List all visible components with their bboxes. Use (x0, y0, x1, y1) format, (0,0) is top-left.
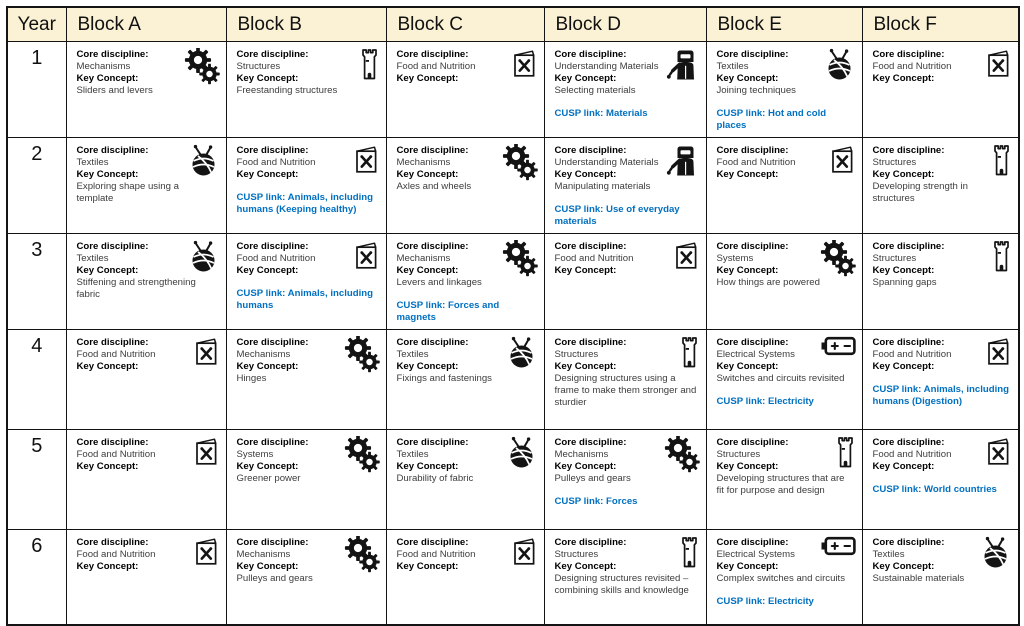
cusp-link[interactable]: CUSP link: Forces and magnets (396, 299, 500, 323)
cell-content (388, 331, 543, 428)
curriculum-cell (66, 42, 226, 138)
core-discipline-label: Core discipline: (236, 144, 309, 156)
core-discipline-label: Core discipline: (76, 144, 149, 156)
cell-content (864, 235, 1018, 328)
core-discipline-value: Mechanisms (236, 348, 291, 360)
core-discipline-label: Core discipline: (76, 49, 149, 60)
menu-icon (353, 240, 380, 271)
curriculum-cell (226, 42, 386, 138)
yarn-icon (823, 48, 856, 81)
key-concept-label: Key Concept: (396, 168, 459, 180)
curriculum-cell (706, 137, 862, 233)
cell-content (228, 331, 385, 428)
core-discipline-value: Structures (872, 252, 917, 264)
core-discipline-value: Systems (716, 252, 754, 264)
key-concept-label: Key Concept: (554, 264, 617, 276)
key-concept-label: Key Concept: (716, 72, 779, 84)
key-concept-label: Key Concept: (872, 360, 935, 372)
core-discipline-value: Structures (554, 548, 599, 560)
core-discipline-value: Food and Nutrition (872, 60, 952, 72)
core-discipline-value: Understanding Materials (554, 156, 659, 168)
curriculum-cell (706, 42, 862, 138)
cell-content (388, 431, 543, 528)
curriculum-cell (66, 529, 226, 625)
core-discipline-value: Food and Nutrition (396, 60, 476, 72)
curriculum-cell (862, 233, 1019, 329)
core-discipline-value: Textiles (872, 548, 905, 560)
year-row (7, 529, 1019, 625)
core-discipline-label: Core discipline: (554, 144, 627, 156)
gears-icon (184, 48, 220, 85)
core-discipline-value: Food and Nutrition (236, 156, 316, 168)
key-concept-value: Greener power (236, 472, 301, 484)
core-discipline-label: Core discipline: (236, 240, 309, 252)
key-concept-label: Key Concept: (716, 560, 779, 572)
key-concept-label: Key Concept: (554, 560, 617, 572)
key-concept-label: Key Concept: (236, 360, 299, 372)
core-discipline-value: Food and Nutrition (396, 548, 476, 560)
curriculum-cell (226, 329, 386, 429)
key-concept-value: Levers and linkages (396, 276, 482, 288)
core-discipline-value: Textiles (76, 156, 109, 168)
tower-icon (679, 336, 700, 369)
cell-content (708, 43, 861, 136)
core-discipline-value: Food and Nutrition (76, 548, 156, 560)
tower-icon (991, 240, 1012, 273)
core-discipline-label: Core discipline: (872, 336, 945, 348)
menu-icon (511, 48, 538, 79)
cell-content (388, 531, 543, 623)
core-discipline-label: Core discipline: (76, 536, 149, 548)
header-block-e: Block E (706, 7, 862, 42)
cell-content (546, 139, 705, 232)
key-concept-label: Key Concept: (396, 460, 459, 472)
core-discipline-value: Food and Nutrition (872, 448, 952, 460)
key-concept-value: Developing strength in structures (872, 180, 968, 204)
key-concept-value: How things are powered (716, 276, 820, 288)
cell-content (708, 331, 861, 428)
core-discipline-value: Textiles (396, 348, 429, 360)
key-concept-value: Hinges (236, 372, 267, 384)
cell-content (708, 235, 861, 328)
core-discipline-value: Food and Nutrition (236, 252, 316, 264)
core-discipline-label: Core discipline: (716, 336, 789, 348)
key-concept-label: Key Concept: (396, 360, 459, 372)
cell-content (228, 43, 385, 136)
core-discipline-value: Systems (236, 448, 274, 460)
key-concept-label: Key Concept: (554, 460, 617, 472)
core-discipline-value: Textiles (76, 252, 109, 264)
core-discipline-label: Core discipline: (872, 240, 945, 252)
key-concept-label: Key Concept: (396, 560, 459, 572)
key-concept-value: Designing structures using a frame to make them stronger and sturdier (554, 372, 697, 408)
curriculum-cell (706, 429, 862, 529)
core-discipline-value: Structures (872, 156, 917, 168)
core-discipline-label: Core discipline: (396, 336, 469, 348)
curriculum-cell (862, 529, 1019, 625)
core-discipline-label: Core discipline: (76, 336, 149, 348)
core-discipline-label: Core discipline: (236, 336, 309, 348)
key-concept-value: Spanning gaps (872, 276, 937, 288)
curriculum-cell (66, 329, 226, 429)
key-concept-label: Key Concept: (872, 560, 935, 572)
menu-icon (985, 336, 1012, 367)
welder-icon (665, 144, 700, 178)
header-block-f: Block F (862, 7, 1019, 42)
key-concept-label: Key Concept: (76, 360, 139, 372)
curriculum-cell (226, 529, 386, 625)
curriculum-cell (66, 429, 226, 529)
cusp-link[interactable]: CUSP link: Use of everyday materials (554, 203, 680, 227)
menu-icon (193, 436, 220, 467)
cusp-link[interactable]: CUSP link: Hot and cold places (716, 107, 827, 131)
tower-icon (359, 48, 380, 81)
key-concept-value: Complex switches and circuits (716, 572, 845, 584)
cell-content (68, 43, 225, 136)
curriculum-cell (544, 329, 706, 429)
key-concept-label: Key Concept: (872, 460, 935, 472)
curriculum-cell (706, 329, 862, 429)
cell-content (388, 235, 543, 328)
curriculum-cell (226, 429, 386, 529)
core-discipline-label: Core discipline: (872, 536, 945, 548)
year-row (7, 137, 1019, 233)
cusp-link[interactable]: CUSP link: Animals, including humans (236, 287, 373, 311)
cusp-link[interactable]: CUSP link: Electricity (716, 395, 814, 407)
core-discipline-value: Structures (554, 348, 599, 360)
key-concept-value: Manipulating materials (554, 180, 651, 192)
key-concept-label: Key Concept: (554, 360, 617, 372)
menu-icon (673, 240, 700, 271)
battery-icon (820, 536, 856, 556)
key-concept-value: Axles and wheels (396, 180, 472, 192)
year-number: 2 (7, 137, 66, 233)
core-discipline-label: Core discipline: (236, 49, 309, 60)
core-discipline-label: Core discipline: (236, 436, 309, 448)
curriculum-cell (386, 529, 544, 625)
cell-content (708, 531, 861, 623)
gears-icon (502, 240, 538, 277)
core-discipline-label: Core discipline: (554, 240, 627, 252)
core-discipline-label: Core discipline: (872, 144, 945, 156)
key-concept-value: Designing structures revisited – combining skills and knowledge (554, 572, 689, 596)
key-concept-value: Durability of fabric (396, 472, 474, 484)
cell-content (228, 431, 385, 528)
key-concept-value: Freestanding structures (236, 84, 338, 96)
cell-content (546, 331, 705, 428)
tower-icon (679, 536, 700, 569)
cusp-link[interactable]: CUSP link: Animals, including humans (Keeping healthy) (236, 191, 373, 215)
cell-content (546, 431, 705, 528)
curriculum-cell (226, 137, 386, 233)
core-discipline-label: Core discipline: (872, 49, 945, 60)
menu-icon (829, 144, 856, 175)
year-number: 4 (7, 329, 66, 429)
key-concept-label: Key Concept: (76, 168, 139, 180)
core-discipline-label: Core discipline: (76, 436, 149, 448)
core-discipline-value: Mechanisms (76, 60, 131, 72)
menu-icon (193, 336, 220, 367)
curriculum-cell (862, 329, 1019, 429)
year-row (7, 233, 1019, 329)
menu-icon (985, 436, 1012, 467)
header-block-d: Block D (544, 7, 706, 42)
key-concept-value: Pulleys and gears (236, 572, 313, 584)
yarn-icon (505, 436, 538, 469)
core-discipline-value: Textiles (396, 448, 429, 460)
gears-icon (664, 436, 700, 473)
core-discipline-label: Core discipline: (716, 49, 789, 60)
curriculum-cell (386, 42, 544, 138)
key-concept-value: Switches and circuits revisited (716, 372, 845, 384)
core-discipline-value: Electrical Systems (716, 348, 795, 360)
core-discipline-value: Textiles (716, 60, 749, 72)
key-concept-label: Key Concept: (76, 72, 139, 84)
curriculum-cell (386, 233, 544, 329)
curriculum-cell (66, 137, 226, 233)
curriculum-cell (544, 429, 706, 529)
key-concept-value: Developing structures that are fit for purpose and design (716, 472, 845, 496)
key-concept-label: Key Concept: (872, 72, 935, 84)
cell-content (228, 235, 385, 328)
battery-icon (820, 336, 856, 356)
core-discipline-label: Core discipline: (554, 536, 627, 548)
menu-icon (985, 48, 1012, 79)
curriculum-cell (544, 42, 706, 138)
key-concept-label: Key Concept: (236, 264, 299, 276)
key-concept-value: Exploring shape using a template (76, 180, 179, 204)
curriculum-cell (386, 329, 544, 429)
key-concept-value: Fixings and fastenings (396, 372, 492, 384)
menu-icon (353, 144, 380, 175)
core-discipline-value: Food and Nutrition (76, 348, 156, 360)
key-concept-value: Sliders and levers (76, 84, 153, 96)
cusp-link[interactable]: CUSP link: Animals, including humans (Digestion) (872, 383, 1009, 407)
curriculum-cell (862, 42, 1019, 138)
header-block-a: Block A (66, 7, 226, 42)
cell-content (864, 139, 1018, 232)
curriculum-cell (544, 137, 706, 233)
core-discipline-value: Food and Nutrition (872, 348, 952, 360)
header-year: Year (7, 7, 66, 42)
core-discipline-value: Mechanisms (554, 448, 609, 460)
key-concept-label: Key Concept: (236, 72, 299, 84)
year-row (7, 329, 1019, 429)
key-concept-label: Key Concept: (236, 460, 299, 472)
cell-content (68, 331, 225, 428)
curriculum-cell (386, 429, 544, 529)
cell-content (546, 235, 705, 328)
core-discipline-label: Core discipline: (554, 49, 627, 60)
header-block-c: Block C (386, 7, 544, 42)
cell-content (388, 139, 543, 232)
core-discipline-label: Core discipline: (716, 536, 789, 548)
key-concept-label: Key Concept: (236, 168, 299, 180)
cell-content (388, 43, 543, 136)
key-concept-label: Key Concept: (872, 264, 935, 276)
cell-content (708, 139, 861, 232)
core-discipline-value: Structures (716, 448, 761, 460)
core-discipline-label: Core discipline: (396, 240, 469, 252)
tower-icon (835, 436, 856, 469)
cell-content (864, 43, 1018, 136)
curriculum-cell (386, 137, 544, 233)
key-concept-label: Key Concept: (554, 72, 617, 84)
cell-content (864, 531, 1018, 623)
key-concept-label: Key Concept: (236, 560, 299, 572)
core-discipline-label: Core discipline: (716, 144, 789, 156)
key-concept-value: Pulleys and gears (554, 472, 631, 484)
welder-icon (665, 48, 700, 82)
key-concept-label: Key Concept: (716, 360, 779, 372)
cell-content (68, 531, 225, 623)
key-concept-label: Key Concept: (396, 264, 459, 276)
core-discipline-value: Mechanisms (396, 252, 451, 264)
tower-icon (991, 144, 1012, 177)
key-concept-value: Stiffening and strengthening fabric (76, 276, 196, 300)
key-concept-label: Key Concept: (716, 264, 779, 276)
gears-icon (502, 144, 538, 181)
key-concept-label: Key Concept: (396, 72, 459, 84)
core-discipline-value: Food and Nutrition (716, 156, 796, 168)
key-concept-label: Key Concept: (872, 168, 935, 180)
cell-content (708, 431, 861, 528)
core-discipline-label: Core discipline: (236, 536, 309, 548)
curriculum-cell (862, 137, 1019, 233)
curriculum-table (6, 6, 1020, 626)
core-discipline-value: Mechanisms (236, 548, 291, 560)
cell-content (546, 531, 705, 623)
key-concept-value: Sustainable materials (872, 572, 965, 584)
key-concept-label: Key Concept: (554, 168, 617, 180)
core-discipline-label: Core discipline: (396, 49, 469, 60)
year-row (7, 429, 1019, 529)
cusp-link[interactable]: CUSP link: Electricity (716, 595, 814, 607)
curriculum-cell (66, 233, 226, 329)
key-concept-value: Joining techniques (716, 84, 796, 96)
curriculum-cell (544, 233, 706, 329)
core-discipline-label: Core discipline: (76, 240, 149, 252)
curriculum-cell (862, 429, 1019, 529)
gears-icon (344, 536, 380, 573)
core-discipline-value: Understanding Materials (554, 60, 659, 72)
yarn-icon (187, 240, 220, 273)
core-discipline-label: Core discipline: (396, 536, 469, 548)
yarn-icon (505, 336, 538, 369)
year-number: 1 (7, 42, 66, 138)
cell-content (864, 431, 1018, 528)
cell-content (68, 235, 225, 328)
core-discipline-label: Core discipline: (872, 436, 945, 448)
key-concept-label: Key Concept: (716, 168, 779, 180)
gears-icon (344, 336, 380, 373)
core-discipline-label: Core discipline: (396, 144, 469, 156)
key-concept-value: Selecting materials (554, 84, 636, 96)
core-discipline-value: Mechanisms (396, 156, 451, 168)
core-discipline-label: Core discipline: (554, 336, 627, 348)
core-discipline-label: Core discipline: (716, 436, 789, 448)
key-concept-label: Key Concept: (76, 264, 139, 276)
cusp-link[interactable]: CUSP link: Forces (554, 495, 638, 507)
year-number: 6 (7, 529, 66, 625)
core-discipline-value: Food and Nutrition (554, 252, 634, 264)
cell-content (68, 139, 225, 232)
cell-content (228, 531, 385, 623)
yarn-icon (979, 536, 1012, 569)
curriculum-cell (226, 233, 386, 329)
curriculum-cell (706, 529, 862, 625)
core-discipline-value: Electrical Systems (716, 548, 795, 560)
core-discipline-label: Core discipline: (716, 240, 789, 252)
core-discipline-label: Core discipline: (554, 436, 627, 448)
gears-icon (344, 436, 380, 473)
key-concept-label: Key Concept: (76, 560, 139, 572)
cell-content (228, 139, 385, 232)
table-header (7, 7, 1019, 42)
menu-icon (193, 536, 220, 567)
key-concept-label: Key Concept: (76, 460, 139, 472)
year-row (7, 42, 1019, 138)
key-concept-label: Key Concept: (716, 460, 779, 472)
curriculum-overview (6, 6, 1020, 626)
year-number: 5 (7, 429, 66, 529)
cusp-link[interactable]: CUSP link: World countries (872, 483, 997, 495)
cell-content (546, 43, 705, 136)
core-discipline-value: Structures (236, 60, 281, 72)
gears-icon (820, 240, 856, 277)
curriculum-cell (706, 233, 862, 329)
menu-icon (511, 536, 538, 567)
curriculum-cell (544, 529, 706, 625)
core-discipline-value: Food and Nutrition (76, 448, 156, 460)
core-discipline-label: Core discipline: (396, 436, 469, 448)
header-block-b: Block B (226, 7, 386, 42)
year-number: 3 (7, 233, 66, 329)
cell-content (68, 431, 225, 528)
yarn-icon (187, 144, 220, 177)
cell-content (864, 331, 1018, 428)
cusp-link[interactable]: CUSP link: Materials (554, 107, 648, 119)
